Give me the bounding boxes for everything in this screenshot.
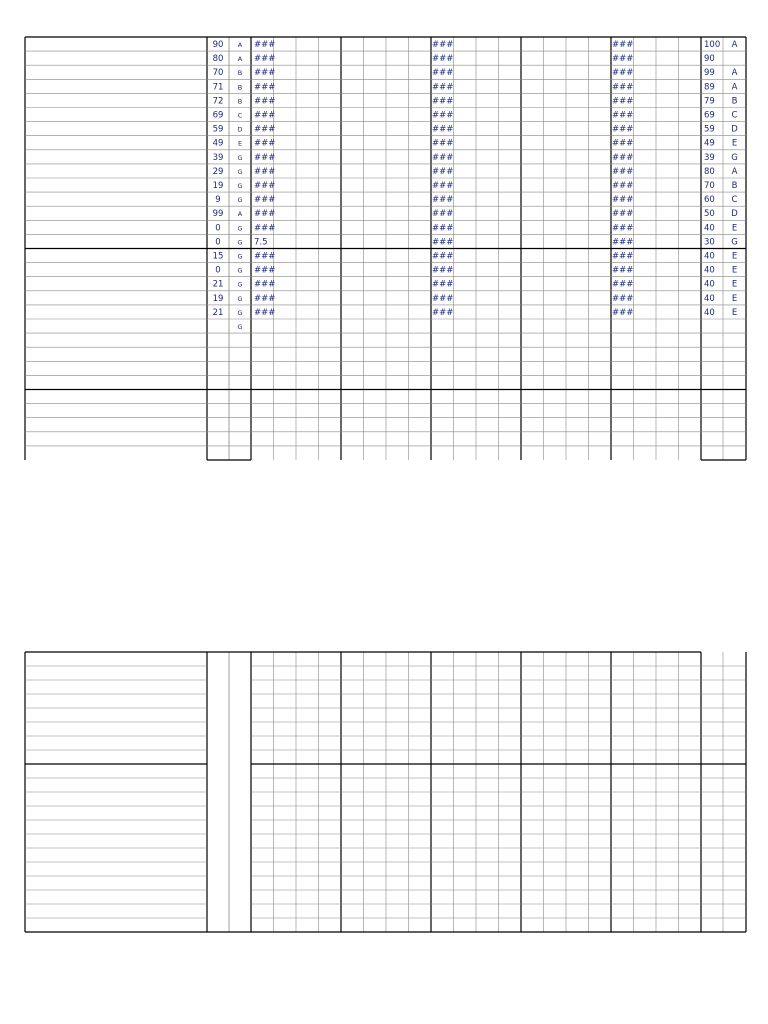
scale-score-cell: 49 [704, 138, 715, 149]
grade-cell: G [237, 308, 243, 317]
overflow-hash-cell: ### [432, 293, 454, 304]
scale-score-cell: 69 [704, 110, 715, 121]
grade-cell: G [237, 323, 243, 331]
scale-score-cell: 40 [704, 307, 715, 318]
score-cell: 39 [212, 152, 224, 163]
score-cell: 19 [212, 181, 224, 191]
grade-cell: D [237, 125, 243, 134]
overflow-hash-cell: ### [432, 152, 454, 163]
overflow-hash-cell: ### [432, 82, 454, 93]
scale-grade-cell: A [731, 166, 738, 177]
block1-value-cell: ### [254, 265, 276, 276]
bottom-grade-table [25, 652, 746, 932]
score-cell: 90 [212, 40, 224, 50]
overflow-hash-cell: ### [432, 181, 454, 191]
scale-grade-cell: A [731, 82, 738, 93]
top-grade-table-values [213, 40, 739, 331]
overflow-hash-cell: ### [432, 209, 454, 220]
scale-score-cell: 40 [704, 293, 715, 304]
overflow-hash-cell: ### [432, 223, 454, 234]
score-cell: 0 [215, 265, 221, 276]
grade-cell: G [237, 266, 243, 275]
overflow-hash-cell: ### [432, 110, 454, 121]
scale-score-cell: 40 [704, 265, 715, 276]
block1-value-cell: ### [254, 166, 276, 177]
score-cell: 70 [212, 68, 224, 79]
scale-score-cell: 50 [704, 209, 715, 220]
grade-cell: C [237, 111, 243, 120]
scale-grade-cell: E [731, 251, 738, 262]
overflow-hash-cell: ### [612, 96, 634, 107]
scale-score-cell: 100 [704, 40, 721, 50]
scale-grade-cell: C [731, 110, 738, 121]
scale-score-cell: 40 [704, 223, 715, 234]
score-cell: 0 [215, 237, 221, 248]
overflow-hash-cell: ### [432, 237, 454, 248]
overflow-hash-cell: ### [612, 40, 634, 50]
score-cell: 59 [212, 124, 224, 135]
overflow-hash-cell: ### [612, 68, 634, 79]
overflow-hash-cell: ### [432, 279, 454, 290]
grade-cell: A [237, 55, 243, 64]
block1-value-cell: ### [254, 181, 276, 191]
overflow-hash-cell: ### [432, 54, 454, 65]
block1-value-cell: ### [254, 124, 276, 135]
score-cell: 0 [215, 223, 221, 234]
scale-grade-cell: B [731, 181, 738, 191]
overflow-hash-cell: ### [612, 293, 634, 304]
block1-value-cell: ### [254, 110, 276, 121]
overflow-hash-cell: ### [432, 166, 454, 177]
scale-score-cell: 59 [704, 124, 715, 135]
overflow-hash-cell: ### [612, 124, 634, 135]
scale-grade-cell: G [731, 152, 738, 163]
scale-grade-cell: B [731, 96, 738, 107]
block1-value-cell: ### [254, 96, 276, 107]
scale-grade-cell: D [731, 124, 738, 135]
score-cell: 21 [212, 279, 224, 290]
overflow-hash-cell: ### [612, 209, 634, 220]
overflow-hash-cell: ### [612, 110, 634, 121]
block1-value-cell: ### [254, 40, 276, 50]
block1-value-cell: ### [254, 152, 276, 163]
score-cell: 29 [212, 166, 224, 177]
grade-cell: E [237, 139, 243, 148]
scale-grade-cell: E [731, 279, 738, 290]
score-cell: 15 [212, 251, 224, 262]
overflow-hash-cell: ### [612, 279, 634, 290]
overflow-hash-cell: ### [612, 54, 634, 65]
block1-value-cell: ### [254, 279, 276, 290]
score-cell: 99 [212, 209, 224, 220]
overflow-hash-cell: ### [612, 82, 634, 93]
overflow-hash-cell: ### [612, 166, 634, 177]
overflow-hash-cell: ### [612, 181, 634, 191]
block1-value-cell: ### [254, 82, 276, 93]
grade-cell: G [237, 196, 243, 205]
overflow-hash-cell: ### [432, 96, 454, 107]
scale-grade-cell: D [731, 209, 738, 220]
scale-score-cell: 70 [704, 181, 715, 191]
block1-value-cell: ### [254, 195, 276, 206]
score-cell: 49 [212, 138, 224, 149]
scale-score-cell: 99 [704, 68, 715, 79]
overflow-hash-cell: ### [612, 195, 634, 206]
block1-value-cell: ### [254, 209, 276, 220]
scale-grade-cell: E [731, 293, 738, 304]
overflow-hash-cell: ### [432, 251, 454, 262]
block1-value-cell: ### [254, 138, 276, 149]
block1-value-cell: ### [254, 251, 276, 262]
grade-cell: G [237, 280, 243, 289]
overflow-hash-cell: ### [612, 307, 634, 318]
scale-score-cell: 89 [704, 82, 715, 93]
scale-score-cell: 40 [704, 251, 715, 262]
top-grade-table [25, 37, 746, 460]
overflow-hash-cell: ### [612, 251, 634, 262]
grade-cell: B [237, 83, 243, 92]
grade-cell: G [237, 167, 243, 176]
block1-value-cell: ### [254, 307, 276, 318]
block1-value-cell: ### [254, 54, 276, 65]
score-cell: 21 [212, 307, 224, 318]
scale-grade-cell: A [731, 40, 738, 50]
grade-cell: B [237, 69, 243, 78]
score-cell: 80 [212, 54, 224, 65]
grade-cell: G [237, 153, 243, 162]
grade-cell: G [237, 182, 243, 190]
scale-grade-cell: A [731, 68, 738, 79]
block1-value-cell: 7.5 [254, 237, 268, 248]
grade-cell: A [237, 210, 243, 219]
overflow-hash-cell: ### [432, 68, 454, 79]
block1-value-cell: ### [254, 68, 276, 79]
overflow-hash-cell: ### [612, 223, 634, 234]
scale-score-cell: 79 [704, 96, 715, 107]
grade-cell: G [237, 238, 243, 247]
scale-grade-cell: E [731, 223, 738, 234]
scale-score-cell: 90 [704, 54, 715, 65]
scale-grade-cell: E [731, 138, 738, 149]
score-cell: 9 [215, 195, 221, 206]
overflow-hash-cell: ### [432, 124, 454, 135]
grade-cell: G [237, 252, 243, 261]
scale-score-cell: 30 [704, 237, 715, 248]
grade-cell: G [237, 294, 243, 303]
overflow-hash-cell: ### [432, 307, 454, 318]
overflow-hash-cell: ### [612, 138, 634, 149]
overflow-hash-cell: ### [432, 195, 454, 206]
overflow-hash-cell: ### [612, 237, 634, 248]
score-cell: 72 [212, 96, 224, 107]
overflow-hash-cell: ### [612, 265, 634, 276]
grade-cell: A [237, 41, 243, 49]
overflow-hash-cell: ### [432, 265, 454, 276]
score-cell: 69 [212, 110, 224, 121]
scale-score-cell: 60 [704, 195, 715, 206]
block1-value-cell: ### [254, 223, 276, 234]
overflow-hash-cell: ### [432, 40, 454, 50]
scale-score-cell: 80 [704, 166, 715, 177]
scale-grade-cell: G [731, 237, 738, 248]
scale-score-cell: 40 [704, 279, 715, 290]
grade-cell: G [237, 224, 243, 233]
score-cell: 19 [212, 293, 224, 304]
overflow-hash-cell: ### [612, 152, 634, 163]
scale-grade-cell: E [731, 265, 738, 276]
block1-value-cell: ### [254, 293, 276, 304]
scale-score-cell: 39 [704, 152, 715, 163]
scale-grade-cell: E [731, 307, 738, 318]
overflow-hash-cell: ### [432, 138, 454, 149]
scale-grade-cell: C [731, 195, 738, 206]
score-cell: 71 [212, 82, 224, 93]
grade-cell: B [237, 97, 243, 106]
